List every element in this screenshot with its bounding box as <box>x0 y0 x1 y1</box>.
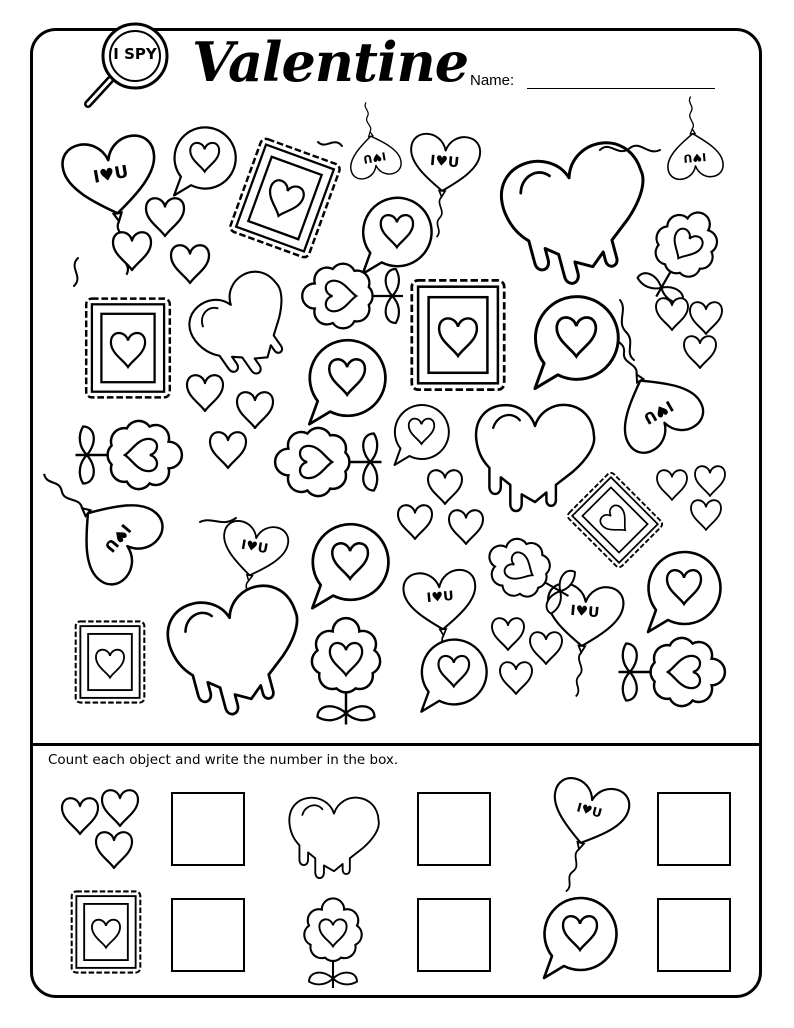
melting-heart-icon <box>161 578 317 725</box>
melting-heart-icon <box>289 798 379 878</box>
heart-speech-bubble-icon <box>309 340 385 424</box>
heart-speech-bubble-icon <box>312 524 388 608</box>
svg-text:I♥U: I♥U <box>91 162 131 188</box>
heart-flower-icon <box>619 638 725 706</box>
heart-speech-bubble-icon <box>535 297 618 389</box>
svg-text:I♥U: I♥U <box>100 520 135 556</box>
answer-box-flower[interactable] <box>417 898 491 972</box>
svg-text:I♥U: I♥U <box>426 588 455 607</box>
svg-text:I♥U: I♥U <box>682 150 707 165</box>
small-hearts-icon <box>62 790 138 868</box>
melting-heart-icon <box>494 135 665 296</box>
heart-stamp-icon <box>86 299 170 398</box>
heart-flower-icon <box>304 898 361 988</box>
page-title: Valentine <box>192 30 469 94</box>
heart-stamp-icon <box>412 280 504 389</box>
small-hearts-icon <box>657 466 725 530</box>
small-hearts-icon <box>398 470 483 544</box>
svg-text:I♥U: I♥U <box>239 537 270 558</box>
name-field[interactable] <box>527 88 715 89</box>
answer-box-melting-heart[interactable] <box>417 792 491 866</box>
heart-flower-icon <box>302 264 403 329</box>
small-hearts-icon <box>492 618 562 694</box>
heart-speech-bubble-icon <box>544 898 616 978</box>
svg-text:I♥U: I♥U <box>640 396 677 429</box>
melting-heart-icon <box>476 405 594 511</box>
heart-flower-icon <box>312 618 380 724</box>
svg-text:I♥U: I♥U <box>569 602 601 622</box>
small-hearts-icon <box>187 375 273 468</box>
answer-box-hearts[interactable] <box>171 792 245 866</box>
heart-stamp-icon <box>72 891 141 972</box>
heart-speech-bubble-icon <box>174 127 236 195</box>
heart-balloon-icon <box>340 98 403 180</box>
answer-box-stamp[interactable] <box>171 898 245 972</box>
heart-balloon-icon <box>662 94 724 180</box>
heart-stamp-icon <box>76 621 145 702</box>
heart-flower-icon <box>630 199 730 312</box>
heart-speech-bubble-icon <box>421 640 486 712</box>
melting-heart-icon <box>180 262 313 392</box>
search-scene <box>15 94 731 725</box>
heart-flower-icon <box>275 428 381 496</box>
heart-speech-bubble-icon <box>363 198 432 274</box>
i-spy-badge <box>88 24 167 104</box>
heart-speech-bubble-icon <box>648 552 720 632</box>
count-icons <box>62 774 633 988</box>
svg-text:I♥U: I♥U <box>429 152 460 172</box>
heart-flower-icon <box>76 421 182 489</box>
heart-speech-bubble-icon <box>395 405 449 465</box>
heart-balloon-icon <box>531 774 633 901</box>
answer-box-balloon[interactable] <box>657 792 731 866</box>
small-hearts-icon <box>656 298 722 368</box>
name-label: Name: <box>470 72 515 89</box>
heart-stamp-icon <box>566 471 664 569</box>
svg-text:I♥U: I♥U <box>575 800 604 821</box>
heart-stamp-icon <box>229 137 341 258</box>
svg-text:I♥U: I♥U <box>362 149 387 166</box>
badge-text: I SPY <box>113 45 157 63</box>
answer-box-speech-bubble[interactable] <box>657 898 731 972</box>
count-instruction: Count each object and write the number in the box. <box>48 752 399 768</box>
